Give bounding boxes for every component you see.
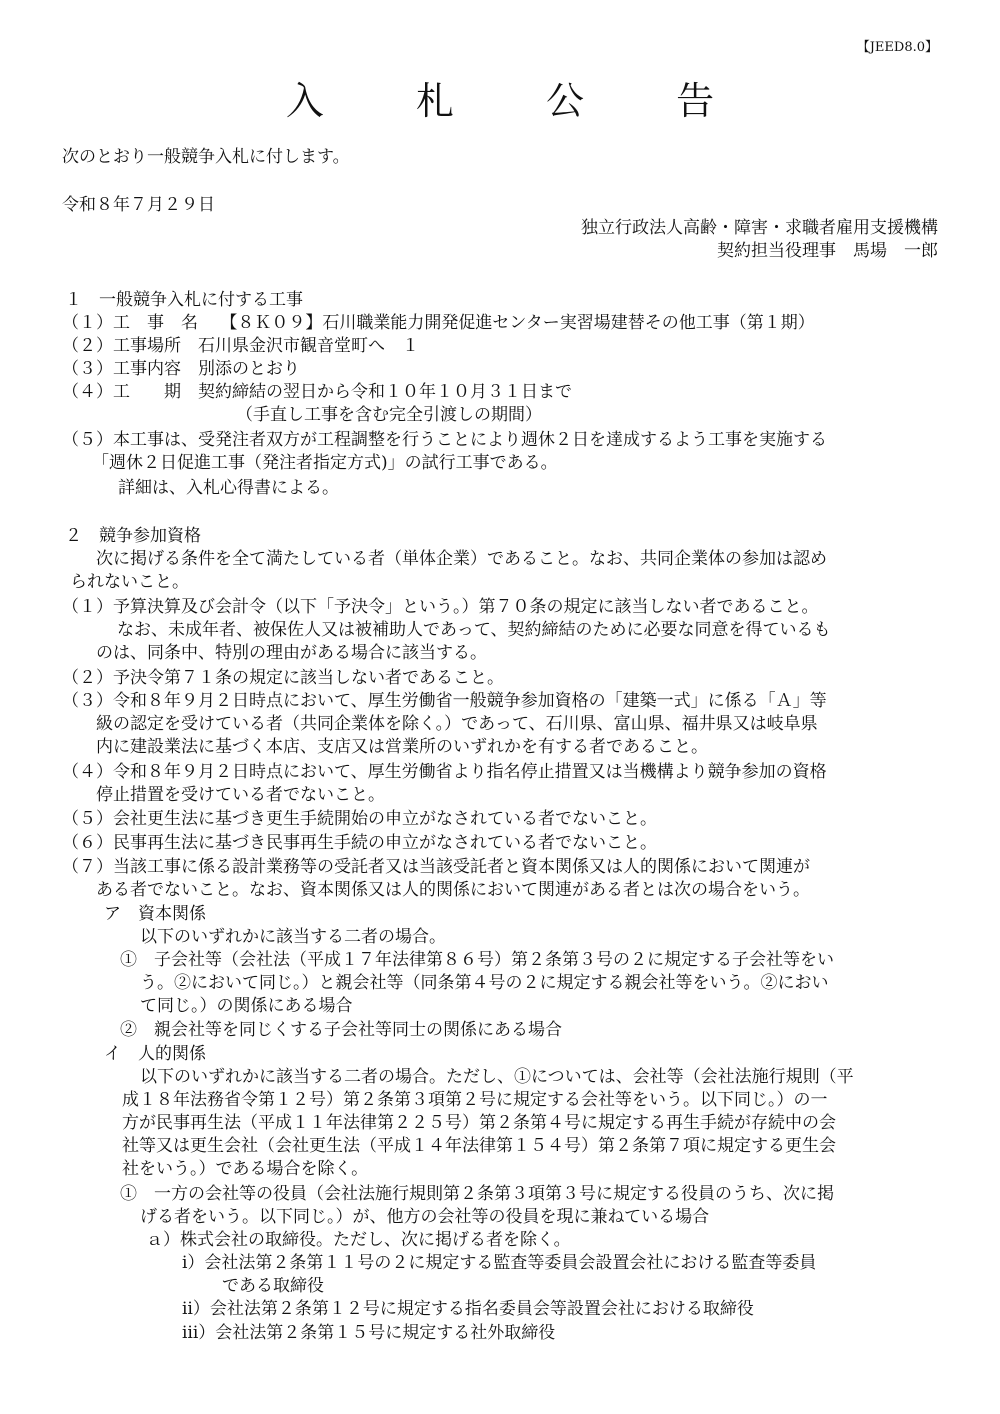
issuer-person: 契約担当役理事 馬場 一郎 <box>717 241 938 261</box>
section-2-line: 社をいう。）である場合を除く。 <box>122 1159 369 1179</box>
section-2-line: イ 人的関係 <box>104 1044 206 1064</box>
section-2-line: なお、未成年者、被保佐人又は被補助人であって、契約締結のために必要な同意を得ているも <box>117 620 831 640</box>
page-title: 入 札 公 告 <box>285 79 755 123</box>
section-2-line: 方が民事再生法（平成１１年法律第２２５号）第２条第４号に規定する再生手続が存続中の会 <box>122 1113 836 1133</box>
section-1-line: （２）工事場所 石川県金沢市観音堂町へ １ <box>62 336 419 356</box>
section-2-line: （１）予算決算及び会計令（以下「予決令」という。）第７０条の規定に該当しない者であること。 <box>62 597 819 617</box>
section-2-line: ア 資本関係 <box>104 904 206 924</box>
section-2-line: ② 親会社等を同じくする子会社等同士の関係にある場合 <box>120 1020 562 1040</box>
section-2-line: う。②において同じ。）と親会社等（同条第４号の２に規定する親会社等をいう。②におい <box>140 973 829 993</box>
section-2-line: のは、同条中、特別の理由がある場合に該当する。 <box>96 643 487 663</box>
section-1-line: 詳細は、入札心得書による。 <box>118 478 339 498</box>
section-2-line: （７）当該工事に係る設計業務等の受託者又は当該受託者と資本関係又は人的関係において関連が <box>62 857 810 877</box>
intro-text: 次のとおり一般競争入札に付します。 <box>62 147 350 167</box>
notice-date: 令和８年７月２９日 <box>62 195 215 215</box>
section-1-line: （１）工 事 名 【８Ｋ０９】石川職業能力開発促進センター実習場建替その他工事（第１期） <box>62 313 815 333</box>
section-2-line: ⅰ）会社法第２条第１１号の２に規定する監査等委員会設置会社における監査等委員 <box>182 1253 817 1273</box>
section-2-heading: ２ 競争参加資格 <box>65 526 201 546</box>
section-1-line: （３）工事内容 別添のとおり <box>62 359 300 379</box>
section-2-line: ⅱ）会社法第２条第１２号に規定する指名委員会等設置会社における取締役 <box>182 1299 754 1319</box>
section-2-line: 次に掲げる条件を全て満たしている者（単体企業）であること。なお、共同企業体の参加は認め <box>96 549 827 569</box>
section-2-line: ある者でないこと。なお、資本関係又は人的関係において関連がある者とは次の場合をいう。 <box>96 880 810 900</box>
section-2-line: （３）令和８年９月２日時点において、厚生労働省一般競争参加資格の「建築一式」に係る「Ａ」等 <box>62 691 827 711</box>
section-2-line: 級の認定を受けている者（共同企業体を除く。）であって、石川県、富山県、福井県又は岐阜県 <box>96 714 818 734</box>
section-2-line: ① 子会社等（会社法（平成１７年法律第８６号）第２条第３号の２に規定する子会社等をい <box>120 950 834 970</box>
section-2-line: （２）予決令第７１条の規定に該当しない者であること。 <box>62 668 504 688</box>
section-2-line: 成１８年法務省令第１２号）第２条第３項第２号に規定する会社等をいう。以下同じ。）の一 <box>122 1090 828 1110</box>
section-1-line: （手直し工事を含む完全引渡しの期間） <box>236 405 542 425</box>
section-2-line: て同じ。）の関係にある場合 <box>140 996 353 1016</box>
section-1-heading: １ 一般競争入札に付する工事 <box>65 290 303 310</box>
section-2-line: （５）会社更生法に基づき更生手続開始の申立がなされている者でないこと。 <box>62 809 657 829</box>
section-2-line: ① 一方の会社等の役員（会社法施行規則第２条第３項第３号に規定する役員のうち、次に掲 <box>120 1184 834 1204</box>
section-2-line: 内に建設業法に基づく本店、支店又は営業所のいずれかを有する者であること。 <box>96 737 708 757</box>
section-2-line: 以下のいずれかに該当する二者の場合。ただし、①については、会社等（会社法施行規則（平 <box>140 1067 854 1087</box>
section-2-line: げる者をいう。以下同じ。）が、他方の会社等の役員を現に兼ねている場合 <box>140 1207 710 1227</box>
section-2-line: ⅲ）会社法第２条第１５号に規定する社外取締役 <box>182 1323 556 1343</box>
section-2-line: （６）民事再生法に基づき民事再生手続の申立がなされている者でないこと。 <box>62 833 657 853</box>
form-code: 【JEED8.0】 <box>856 40 938 55</box>
section-2-line: 停止措置を受けている者でないこと。 <box>96 785 385 805</box>
section-2-line: 以下のいずれかに該当する二者の場合。 <box>140 927 446 947</box>
section-1-line: （５）本工事は、受発注者双方が工程調整を行うことにより週休２日を達成するよう工事を実施する <box>62 430 827 450</box>
section-2-line: 社等又は更生会社（会社更生法（平成１４年法律第１５４号）第２条第７項に規定する更生会 <box>122 1136 836 1156</box>
section-2-line: られないこと。 <box>70 572 189 592</box>
section-2-line: である取締役 <box>222 1276 324 1296</box>
section-1-line: （４）工 期 契約締結の翌日から令和１０年１０月３１日まで <box>62 382 572 402</box>
issuer-org: 独立行政法人高齢・障害・求職者雇用支援機構 <box>581 218 938 238</box>
section-1-line: 「週休２日促進工事（発注者指定方式)」の試行工事である。 <box>92 453 558 473</box>
section-2-line: （４）令和８年９月２日時点において、厚生労働省より指名停止措置又は当機構より競争参加の資格 <box>62 762 827 782</box>
section-2-line: ａ）株式会社の取締役。ただし、次に掲げる者を除く。 <box>146 1230 571 1250</box>
